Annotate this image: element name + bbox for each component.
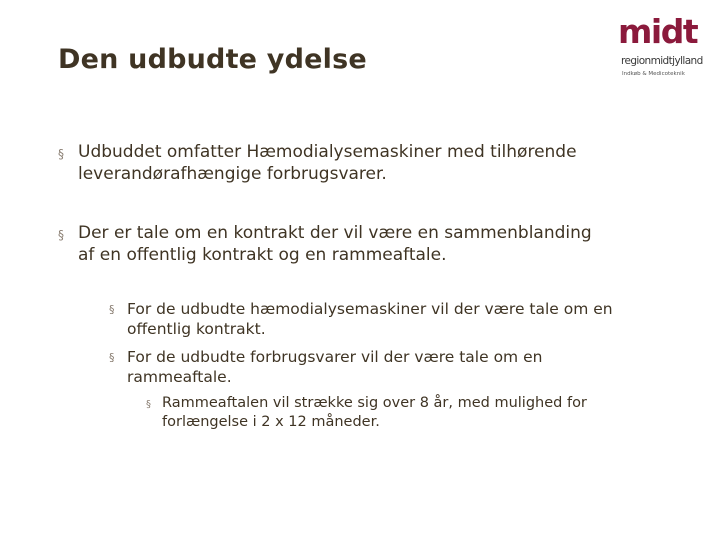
bullet-item — [58, 222, 598, 266]
bullet-marker-icon: § — [146, 399, 151, 410]
sub-sub-bullet-item — [146, 394, 632, 432]
bullet-text: Rammeaftalen vil strække sig over 8 år, med mulighed for forlængelse i 2 x 12 måneder. — [162, 395, 587, 430]
bullet-item — [58, 141, 598, 185]
sub-bullet-item — [109, 299, 627, 339]
bullet-text: For de udbudte forbrugsvarer vil der være tale om en rammeaftale. — [127, 348, 543, 386]
region-midtjylland-logo — [618, 14, 710, 96]
bullet-marker-icon: § — [58, 147, 64, 161]
logo-tagline: Indkøb & Medicoteknik — [622, 71, 685, 77]
slide-title: Den udbudte ydelse — [58, 44, 367, 75]
bullet-marker-icon: § — [109, 303, 115, 316]
bullet-marker-icon: § — [109, 351, 115, 364]
logo-brand: midt — [618, 12, 698, 51]
logo-subtitle: regionmidtjylland — [621, 55, 703, 67]
sub-bullet-item — [109, 347, 627, 387]
bullet-marker-icon: § — [58, 228, 64, 242]
bullet-text: Der er tale om en kontrakt der vil være en sammenblanding af en offentlig kontrakt og en rammeaftale. — [78, 223, 592, 265]
bullet-text: Udbuddet omfatter Hæmodialysemaskiner med tilhørende leverandørafhængige forbrugsvarer. — [78, 142, 577, 184]
bullet-text: For de udbudte hæmodialysemaskiner vil der være tale om en offentlig kontrakt. — [127, 300, 613, 338]
